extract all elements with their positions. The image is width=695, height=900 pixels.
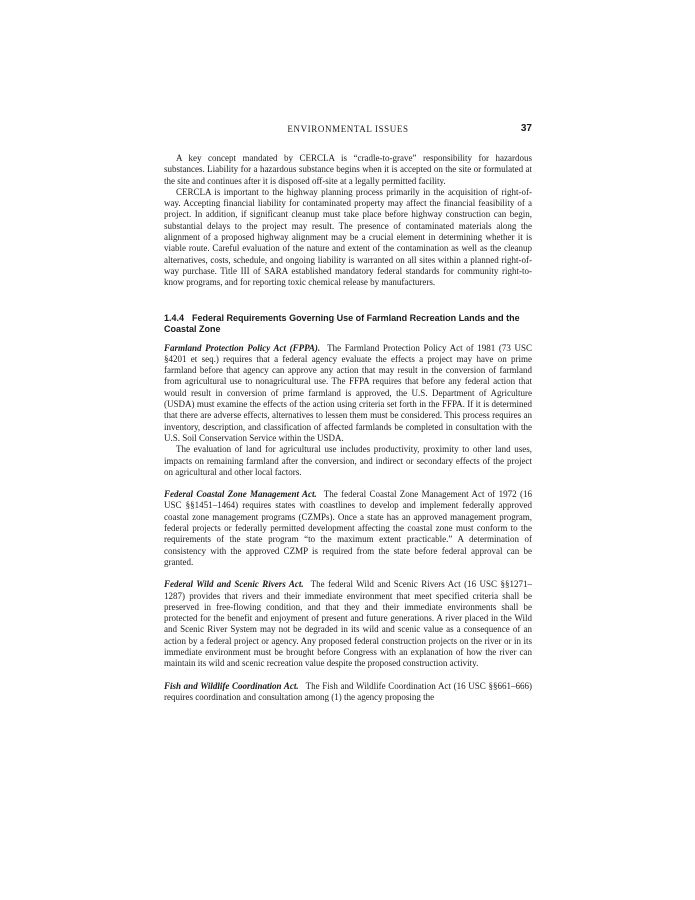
act-text: The federal Coastal Zone Management Act of 1972 (16 USC §§1451–1464) requires states with coastlines to develop and implement federally approved coastal zone management programs (CZMPs). Once a state has an approved management program, federal projects or federally permitted development affecting the coastal zone must conform to the requirements of the state program “to the maximum extent practicable.” A determination of consistency with the approved CZMP is required from the state before federal approval can be granted. — [164, 489, 532, 567]
act-paragraph — [164, 681, 532, 704]
act-paragraph — [164, 489, 532, 568]
intro-paragraph: CERCLA is important to the highway planning process primarily in the acquisition of right-of-way. Accepting financial liability for contaminated property may affect the financial feasibility of a project. In addition, if significant cleanup must take place before highway construction can begin, substantial delays to the project may result. The presence of contaminated materials along the alignment of a proposed highway alignment may be a crucial element in determining whether it is viable route. Careful evaluation of the nature and extent of the contamination as well as the cleanup alternatives, costs, schedule, and ongoing liability is warranted on all sites within a planned right-of-way purchase. Title III of SARA established mandatory federal standards for community right-to-know programs, and for reporting toxic chemical release by manufacturers. — [164, 186, 532, 288]
act-text: The federal Wild and Scenic Rivers Act (16 USC §§1271–1287) provides that rivers and their immediate environment that meet specified criteria shall be preserved in free-flowing condition, and that they and their immediate environments shall be protected for the benefit and enjoyment of present and future generations. A river placed in the Wild and Scenic River System may not be degraded in its wild and scenic value as a consequence of an action by a federal project or agency. Any proposed federal construction projects on the river or in its immediate environment must be brought before Congress with an explanation of how the river can maintain its wild and scenic recreation value despite the proposed construction activity. — [164, 579, 532, 669]
section-title: Federal Requirements Governing Use of Farmland Recreation Lands and the Coastal Zone — [164, 312, 520, 334]
section-number: 1.4.4 — [164, 312, 185, 323]
act-paragraph — [164, 579, 532, 669]
act-text: The Farmland Protection Policy Act of 1981 (73 USC §4201 et seq.) requires that a federal agency evaluate the effects a project may have on prime farmland before that agency can approve any action that may result in the conversion of farmland from agricultural use to nonagricultural use. The FFPA requires that before any federal action that would result in conversion of prime farmland is approved, the U.S. Department of Agriculture (USDA) must examine the effects of the action using criteria set forth in the FFPA. If it is determined that there are adverse effects, alternatives to lessen them must be considered. This process requires an inventory, description, and classification of affected farmlands be completed in consultation with the U.S. Soil Conservation Service within the USDA. — [164, 342, 532, 443]
act-paragraph — [164, 343, 532, 445]
run-in-heading: Federal Wild and Scenic Rivers Act. — [164, 579, 304, 590]
run-in-heading: Fish and Wildlife Coordination Act. — [164, 680, 299, 691]
running-header — [164, 124, 532, 138]
act-text: The Fish and Wildlife Coordination Act (16 USC §§661–666) requires coordination and consultation among (1) the agency proposing the — [164, 680, 532, 702]
document-page — [164, 124, 532, 703]
intro-paragraph: A key concept mandated by CERCLA is “cradle-to-grave” responsibility for hazardous substances. Liability for a hazardous substance begins when it is accepted on the site or formulated at the site and continues after it is disposed off-site at a legally permitted facility. — [164, 153, 532, 186]
act-block-fppa — [164, 343, 532, 479]
act-continuation: The evaluation of land for agricultural use includes productivity, proximity to other land uses, impacts on remaining farmland after the conversion, and indirect or secondary effects of the project on agricultural and other local factors. — [164, 444, 532, 477]
act-block-wild-scenic — [164, 579, 532, 669]
running-title: ENVIRONMENTAL ISSUES — [287, 124, 409, 134]
act-block-fish-wildlife — [164, 681, 532, 704]
act-block-czma — [164, 489, 532, 568]
run-in-heading: Federal Coastal Zone Management Act. — [164, 489, 317, 500]
section-heading — [164, 313, 532, 335]
page-number: 37 — [520, 123, 532, 134]
run-in-heading: Farmland Protection Policy Act (FPPA). — [164, 342, 321, 353]
